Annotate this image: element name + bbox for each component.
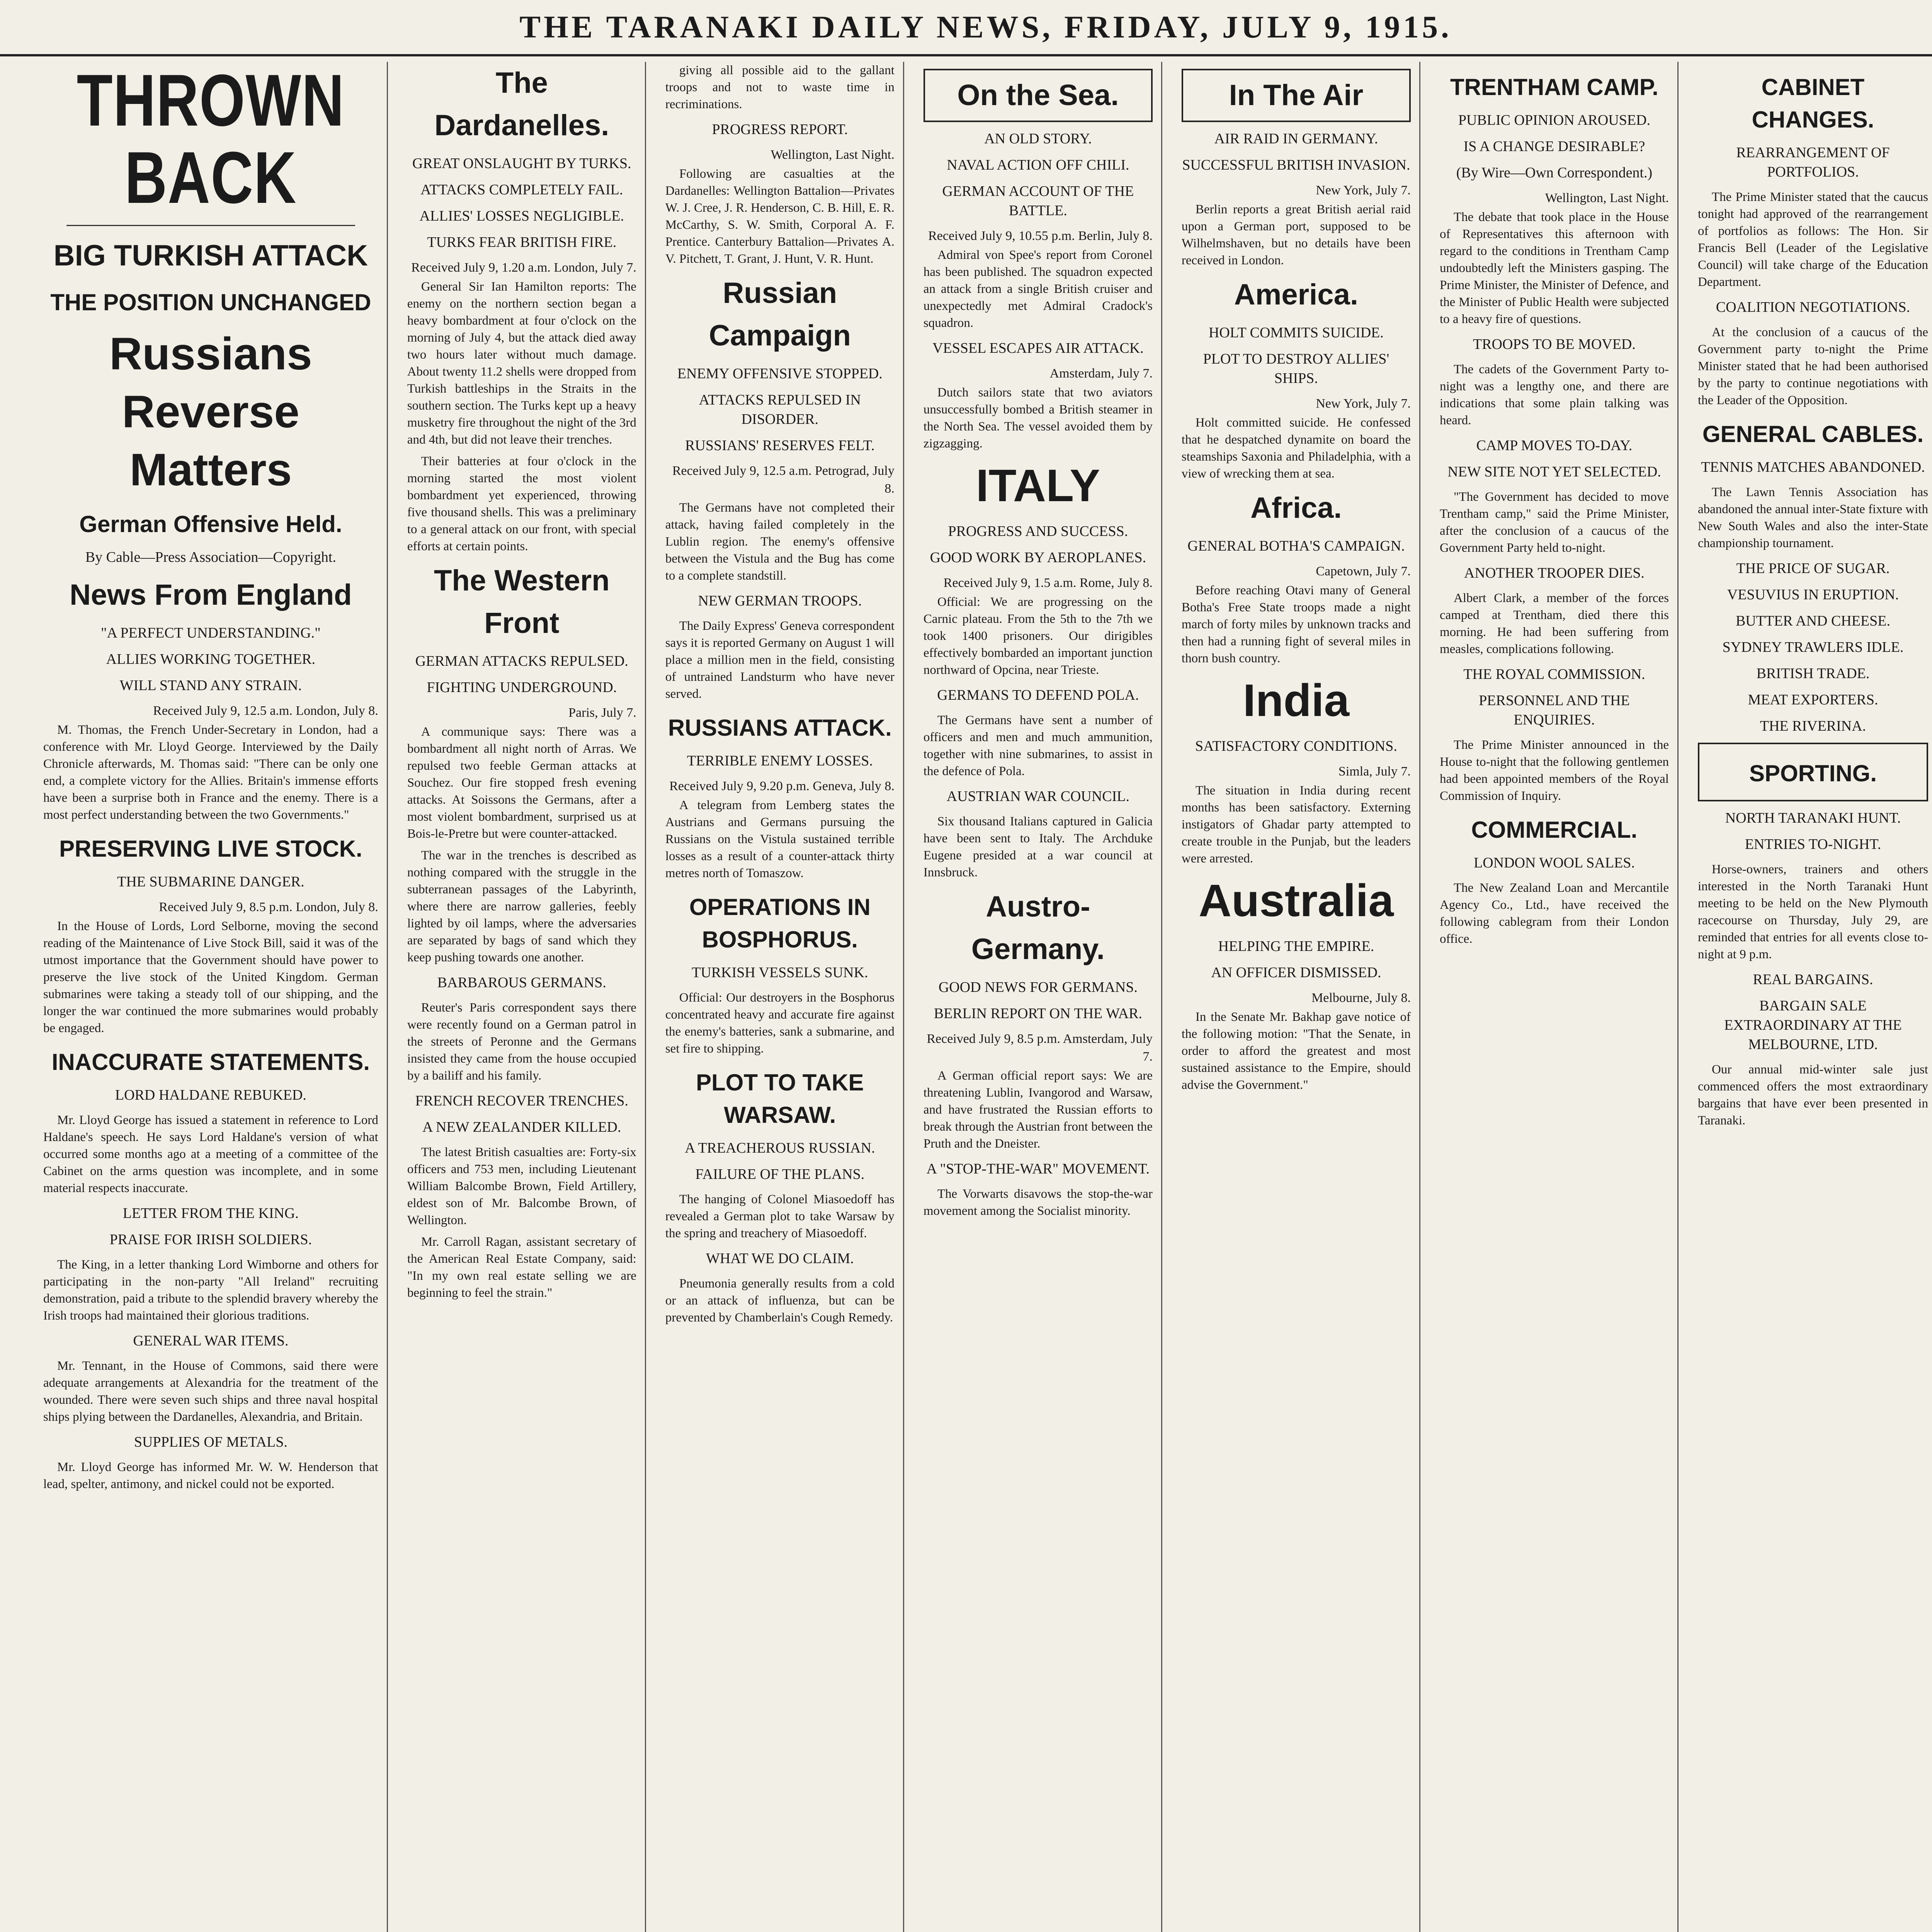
subhead: NAVAL ACTION OFF CHILI. (947, 157, 1129, 173)
article-paragraph: In the Senate Mr. Bakhap gave notice of the following motion: "That the Senate, in order to afford the greatest and most sustained assistance to the Empire, should advise the Government." (1181, 1010, 1411, 1092)
dateline: Paris, July 7. (568, 706, 636, 720)
article-paragraph: The war in the trenches is described as nothing compared with the struggle in the subterranean passages of the Labyrinth, where there are narrow galleries, feebly lighted by oil lamps, where the adversaries are separated by bags of sand which they keep pushing towards one another. (407, 849, 636, 964)
article-paragraph: At the conclusion of a caucus of the Government party to-night the Prime Minister stated that he had been authorised by the party to continue negotiations with the Leader of the Opposition. (1697, 325, 1928, 407)
article-paragraph: Six thousand Italians captured in Galicia have been sent to Italy. The Archduke Eugene presided at a war council at Innsbruck. (923, 815, 1153, 879)
headline-commercial: COMMERCIAL. (1471, 817, 1638, 843)
article-paragraph: A telegram from Lemberg states the Austrians and Germans pursuing the Russians on the Vistula sustained terrible losses as a result of a counter-attack thirty metres north of Tomaszow. (665, 798, 895, 880)
article-paragraph: Our annual mid-winter sale just commenced offers the most extraordinary bargains that have ever been presented in Taranaki. (1697, 1063, 1928, 1128)
headline-plot-warsaw: PLOT TO TAKE WARSAW. (696, 1070, 864, 1128)
headline-dardanelles: The Dardanelles. (434, 66, 609, 142)
subhead: ENEMY OFFENSIVE STOPPED. (677, 366, 883, 382)
section-box (923, 69, 1153, 122)
subhead: GERMAN ATTACKS REPULSED. (415, 653, 628, 669)
subhead: BARGAIN SALE EXTRAORDINARY AT THE MELBOURNE, LTD. (1724, 998, 1902, 1053)
section-box (1698, 743, 1928, 801)
article-paragraph: giving all possible aid to the gallant troops and not to waste time in recriminations. (665, 63, 895, 111)
subhead: PERSONNEL AND THE ENQUIRIES. (1479, 692, 1630, 728)
article-paragraph: Mr. Tennant, in the House of Commons, said there were adequate arrangements at Alexandria for the treatment of the wounded. There were seven such ships and three naval hospital ships plying between the Dardanelles, Alexandria, and Britain. (43, 1359, 378, 1424)
subhead: THE RIVERINA. (1760, 718, 1866, 734)
subhead: GOOD WORK BY AEROPLANES. (930, 549, 1146, 566)
subhead: CAMP MOVES TO-DAY. (1476, 437, 1633, 454)
subhead: AN OLD STORY. (984, 131, 1092, 147)
article-paragraph: Reuter's Paris correspondent says there were recently found on a German patrol in the streets of Peronne and the Germans insisted they came from the house occupied by a bailiff and his family. (407, 1001, 636, 1083)
subhead: VESUVIUS IN ERUPTION. (1727, 587, 1899, 603)
subhead: REARRANGEMENT OF PORTFOLIOS. (1736, 145, 1890, 180)
subhead: TURKS FEAR BRITISH FIRE. (427, 234, 617, 250)
subhead: THE SUBMARINE DANGER. (117, 874, 304, 890)
article-paragraph: The situation in India during recent months has been satisfactory. Externing instigators of Ghadar party attempted to create trouble in the Punjab, but the leaders were arrested. (1181, 784, 1411, 866)
dateline: New York, July 7. (1316, 396, 1411, 411)
article-paragraph: Mr. Lloyd George has informed Mr. W. W. Henderson that lead, spelter, antimony, and nickel could not be exported. (43, 1460, 378, 1491)
article-paragraph: The debate that took place in the House of Representatives this afternoon with regard to the conditions in Trentham Camp undoubtedly left the Ministers gasping. The Prime Minister, the Minister of Defence, and the Minister of Public Health were subjected to a heavy fire of questions. (1439, 210, 1669, 326)
subhead: A "STOP-THE-WAR" MOVEMENT. (926, 1161, 1150, 1177)
subhead: VESSEL ESCAPES AIR ATTACK. (932, 340, 1144, 356)
subhead: TURKISH VESSELS SUNK. (692, 964, 868, 981)
column-6 (1431, 62, 1679, 1932)
article-paragraph: The Prime Minister stated that the caucus tonight had approved of the rearrangement of portfolios as follows: The Hon. Sir Francis Bell (Leader of the Legislative Council) will take charge of the Education Department. (1697, 190, 1928, 289)
subhead: GENERAL WAR ITEMS. (133, 1333, 289, 1349)
column-5 (1173, 62, 1420, 1932)
subhead: SYDNEY TRAWLERS IDLE. (1722, 639, 1904, 655)
divider (66, 225, 355, 226)
dateline: Amsterdam, July 7. (1049, 366, 1153, 381)
headline-live-stock: PRESERVING LIVE STOCK. (59, 836, 362, 862)
subhead: AN OFFICER DISMISSED. (1211, 964, 1381, 981)
subhead: NEW GERMAN TROOPS. (698, 593, 862, 609)
article-paragraph: The Daily Express' Geneva correspondent says it is reported Germany on August 1 will place a million men in the field, consisting of untrained Landsturm who have never served. (665, 619, 895, 701)
article-paragraph: M. Thomas, the French Under-Secretary in London, had a conference with Mr. Lloyd George. Interviewed by the Daily Chronicle afterwards, M. Thomas said: "There can be only one end, a complete victory for the Allies. Britain's immense efforts have been a surprise both in France and the enemy. There is a most perfect understanding between the two Governments." (43, 723, 378, 822)
article-paragraph: The Prime Minister announced in the House to-night that the following gentlemen had been appointed members of the Royal Commission of Inquiry. (1439, 738, 1669, 803)
article-paragraph: The cadets of the Government Party to-night was a lengthy one, and there are indications that some plain talking was heard. (1439, 362, 1669, 427)
article-paragraph: Mr. Carroll Ragan, assistant secretary of the American Real Estate Company, said: "In my own real estate selling we are beginning to feel the strain." (407, 1235, 636, 1300)
headline-german-offensive-held: German Offensive Held. (79, 511, 342, 537)
article-paragraph: Mr. Lloyd George has issued a statement in reference to Lord Haldane's speech. He says Lord Haldane's version of what occurred some months ago at a meeting of a committee of the Cabinet on the arms question was incomplete, and in some material respects inaccurate. (43, 1113, 378, 1195)
headline-on-the-sea: On the Sea. (957, 79, 1119, 112)
subhead: WHAT WE DO CLAIM. (706, 1250, 854, 1267)
article-paragraph: The Germans have sent a number of officers and men and much ammunition, together with nine submarines, to assist in the defence of Pola. (923, 713, 1153, 778)
subhead: ATTACKS COMPLETELY FAIL. (420, 182, 623, 198)
subhead: GENERAL BOTHA'S CAMPAIGN. (1187, 538, 1405, 554)
article-paragraph: Horse-owners, trainers and others interested in the North Taranaki Hunt meeting to be held on the New Plymouth racecourse on Thursday, July 29, are reminded that entries for all events close to-night at 9 p.m. (1697, 862, 1928, 961)
article-paragraph: Admiral von Spee's report from Coronel has been published. The squadron expected an attack from a single British cruiser and unexpectedly met Admiral Cradock's squadron. (923, 248, 1153, 330)
subhead: PROGRESS REPORT. (712, 121, 848, 138)
article-paragraph: The Germans have not completed their attack, having failed completely in the Lublin region. The enemy's offensive between the Vistula and the Bug has come to a complete standstill. (665, 501, 895, 583)
subhead: A TREACHEROUS RUSSIAN. (685, 1140, 875, 1156)
column-2 (399, 62, 646, 1932)
article-paragraph: "The Government has decided to move Trentham camp," said the Prime Minister, after the conclusion of a caucus of the Government Party held to-night. (1439, 490, 1669, 555)
subhead: THE PRICE OF SUGAR. (1736, 560, 1890, 577)
section-box (1182, 69, 1411, 122)
headline-western-front: The Western Front (434, 564, 610, 639)
subhead: GREAT ONSLAUGHT BY TURKS. (412, 155, 631, 172)
dateline: Received July 9, 8.5 p.m. London, July 8. (159, 900, 378, 914)
article-paragraph: Following are casualties at the Dardanelles: Wellington Battalion—Privates W. J. Cree, J. R. Henderson, C. B. Hill, E. R. McCarthy, S. W. Smith, Corporal A. F. Prentice. Canterbury Battalion—Privates A. V. Pitchett, T. Grant, J. Hunt, V. R. Hunt. (665, 167, 895, 266)
subhead: PLOT TO DESTROY ALLIES' SHIPS. (1203, 351, 1389, 386)
subhead: BRITISH TRADE. (1756, 665, 1870, 682)
subhead: GERMAN ACCOUNT OF THE BATTLE. (942, 183, 1134, 219)
subhead: ENTRIES TO-NIGHT. (1745, 836, 1881, 852)
headline-india: India (1243, 675, 1350, 726)
subhead: ALLIES WORKING TOGETHER. (106, 651, 316, 667)
headline-cabinet-changes: CABINET CHANGES. (1752, 74, 1874, 133)
subhead: AUSTRIAN WAR COUNCIL. (946, 788, 1130, 804)
dateline: Received July 9, 8.5 p.m. Amsterdam, July 7. (927, 1032, 1153, 1064)
article-paragraph: Official: Our destroyers in the Bosphorus concentrated heavy and accurate fire against the enemy's batteries, sank a submarine, and set fire to shipping. (665, 991, 895, 1056)
subhead: PRAISE FOR IRISH SOLDIERS. (109, 1231, 312, 1248)
article-paragraph: Albert Clark, a member of the forces camped at Trentham, died there this morning. He had been suffering from measles, complications following. (1439, 591, 1669, 656)
subhead: BARBAROUS GERMANS. (437, 975, 606, 991)
subhead: ATTACKS REPULSED IN DISORDER. (699, 392, 861, 427)
article-paragraph: Holt committed suicide. He confessed that he despatched dynamite on board the steamships Saxonia and Philadelphia, with a view of wrecking them at sea. (1181, 416, 1411, 481)
article-paragraph: A German official report says: We are threatening Lublin, Ivangorod and Warsaw, and have frustrated the Russian efforts to break through the Austrian front between the Pruth and the Dneister. (923, 1069, 1153, 1151)
headline-russian-campaign: Russian Campaign (709, 277, 851, 352)
dateline: Received July 9, 1.5 a.m. Rome, July 8. (943, 576, 1153, 590)
article-paragraph: General Sir Ian Hamilton reports: The enemy on the northern section began a heavy bombardment at four o'clock on the morning of July 4, but the attack died away two hours later without much damage. About twenty 11.2 shells were dropped from Turkish battleships in the Straits in the southern section. The Turks kept up a heavy musketry fire throughout the night of the 3rd and 4th, but did not leave their trenches. (407, 280, 636, 447)
subhead: IS A CHANGE DESIRABLE? (1463, 138, 1645, 155)
headline-america: America. (1234, 278, 1358, 311)
subhead: NORTH TARANAKI HUNT. (1725, 810, 1901, 826)
headline-in-the-air: In The Air (1229, 79, 1364, 112)
article-paragraph: In the House of Lords, Lord Selborne, moving the second reading of the Maintenance of Live Stock Bill, said it was of the utmost importance that the Government should have power to preserve the live stock of the United Kingdom. German submarines were taking a steady toll of our shipping, and the longer the war continued the more submarines would probably be engaged. (43, 919, 378, 1035)
subhead: GERMANS TO DEFEND POLA. (937, 687, 1139, 703)
dateline: Received July 9, 12.5 a.m. London, July 8. (153, 704, 378, 718)
subhead: ALLIES' LOSSES NEGLIGIBLE. (419, 208, 624, 224)
subhead: AIR RAID IN GERMANY. (1214, 131, 1378, 147)
column-3 (657, 62, 904, 1932)
headline-inaccurate: INACCURATE STATEMENTS. (51, 1049, 370, 1075)
headline-australia: Australia (1198, 875, 1394, 926)
article-paragraph: Their batteries at four o'clock in the morning started the most violent bombardment yet experienced, throwing five thousand shells. This was a preliminary to a general attack on our front, with special efforts at certain points. (407, 454, 636, 553)
subhead: NEW SITE NOT YET SELECTED. (1447, 464, 1661, 480)
headline-trentham-camp: TRENTHAM CAMP. (1450, 74, 1658, 100)
subhead: FRENCH RECOVER TRENCHES. (415, 1093, 629, 1109)
article-paragraph: The Lawn Tennis Association has abandoned the annual inter-State fixture with New South Wales and also the inter-State championship tournament. (1697, 485, 1928, 550)
subhead: HOLT COMMITS SUICIDE. (1208, 325, 1384, 341)
dateline: New York, July 7. (1316, 183, 1411, 197)
article-paragraph: Before reaching Otavi many of General Botha's Free State troops made a night march of forty miles by unknown tracks and then had a running fight of several miles in thorn bush country. (1181, 583, 1411, 665)
dateline: Received July 9, 1.20 a.m. London, July 7. (411, 260, 636, 275)
article-paragraph: A communique says: There was a bombardment all night north of Arras. We repulsed two feeble German attacks at Souchez. Our fire stopped fresh evening attacks. At Soissons the Germans, after a most violent bombardment, surprised us at Bois-le-Pretre but were counter-attacked. (407, 725, 636, 841)
subhead: PUBLIC OPINION AROUSED. (1458, 112, 1651, 128)
subhead: TENNIS MATCHES ABANDONED. (1701, 459, 1925, 475)
headline-big-turkish-attack: BIG TURKISH ATTACK (53, 239, 368, 272)
subhead: HELPING THE EMPIRE. (1218, 938, 1374, 954)
article-paragraph: The latest British casualties are: Forty-six officers and 753 men, including Lieutenant William Balcombe Brown, Field Artillery, eldest son of Mr. Balcombe Brown, of Wellington. (407, 1145, 636, 1227)
subhead: SUCCESSFUL BRITISH INVASION. (1182, 157, 1410, 173)
article-paragraph: The hanging of Colonel Miasoedoff has revealed a German plot to take Warsaw by the spring and treachery of Miasoedoff. (665, 1192, 895, 1240)
subhead: FAILURE OF THE PLANS. (695, 1166, 865, 1182)
dateline: Simla, July 7. (1338, 764, 1411, 779)
dateline: Wellington, Last Night. (770, 148, 895, 162)
subhead: "A PERFECT UNDERSTANDING." (100, 625, 321, 641)
dateline: Melbourne, July 8. (1311, 991, 1411, 1005)
subhead: FIGHTING UNDERGROUND. (427, 679, 617, 696)
headline-russians-attack: RUSSIANS ATTACK. (668, 715, 892, 741)
headline-sporting: SPORTING. (1749, 760, 1877, 786)
subhead: (By Wire—Own Correspondent.) (1456, 165, 1653, 181)
credit-line: By Cable—Press Association—Copyright. (85, 549, 336, 565)
article-paragraph: Pneumonia generally results from a cold or an attack of influenza, but can be prevented by Chamberlain's Cough Remedy. (665, 1277, 895, 1325)
article-paragraph: The King, in a letter thanking Lord Wimborne and others for participating in the non-party "All Ireland" recruiting demonstration, paid a tribute to the splendid bravery whereby the Irish troops had maintained their glorious traditions. (43, 1258, 378, 1323)
column-4 (915, 62, 1162, 1932)
subhead: TROOPS TO BE MOVED. (1473, 336, 1636, 352)
article-paragraph: The Vorwarts disavows the stop-the-war movement among the Socialist minority. (923, 1187, 1153, 1218)
headline-italy: ITALY (976, 460, 1100, 511)
headline-thrown-back: THROWN BACK (77, 60, 345, 219)
subhead: LETTER FROM THE KING. (122, 1205, 299, 1221)
dateline: Received July 9, 10.55 p.m. Berlin, July 8. (928, 229, 1153, 243)
dateline: Received July 9, 12.5 a.m. Petrograd, July 8. (672, 464, 895, 496)
subhead: WILL STAND ANY STRAIN. (119, 677, 302, 694)
masthead: THE TARANAKI DAILY NEWS, FRIDAY, JULY 9, 1915. (0, 0, 1932, 56)
article-paragraph: Official: We are progressing on the Carnic plateau. From the 5th to the 7th we took 1400 prisoners. Our dirigibles effectively bombarded an important junction northward of Opcina, near Trieste. (923, 595, 1153, 677)
column-1 (35, 62, 388, 1932)
subhead: BUTTER AND CHEESE. (1735, 613, 1890, 629)
subhead: THE ROYAL COMMISSION. (1463, 666, 1645, 682)
subhead: SUPPLIES OF METALS. (134, 1434, 287, 1450)
article-paragraph: Berlin reports a great British aerial raid upon a German port, supposed to be Wilhelmshaven, but no details have been received in London. (1181, 202, 1411, 267)
headline-general-cables: GENERAL CABLES. (1702, 421, 1924, 447)
headline-news-from-england: News From England (70, 578, 352, 611)
subhead: PROGRESS AND SUCCESS. (948, 523, 1128, 539)
dateline: Received July 9, 9.20 p.m. Geneva, July 8. (669, 779, 895, 793)
article-paragraph: The New Zealand Loan and Mercantile Agency Co., Ltd., have received the following cablegram from their London office. (1439, 881, 1669, 946)
subhead: LONDON WOOL SALES. (1473, 855, 1635, 871)
headline-position-unchanged: THE POSITION UNCHANGED (50, 289, 371, 315)
subhead: ANOTHER TROOPER DIES. (1464, 565, 1645, 581)
subhead: MEAT EXPORTERS. (1748, 692, 1878, 708)
headline-africa: Africa. (1250, 492, 1342, 524)
columns (35, 62, 1932, 1932)
subhead: RUSSIANS' RESERVES FELT. (685, 437, 875, 454)
column-7 (1689, 62, 1932, 1932)
subhead: COALITION NEGOTIATIONS. (1716, 299, 1910, 315)
headline-austro-germany: Austro-Germany. (971, 890, 1105, 966)
subhead: A NEW ZEALANDER KILLED. (422, 1119, 621, 1135)
subhead: SATISFACTORY CONDITIONS. (1195, 738, 1397, 754)
headline-russians-reverse: Russians Reverse Matters (109, 328, 312, 495)
subhead: LORD HALDANE REBUKED. (115, 1087, 306, 1103)
dateline: Wellington, Last Night. (1545, 191, 1669, 205)
subhead: GOOD NEWS FOR GERMANS. (938, 979, 1138, 995)
article-paragraph: Dutch sailors state that two aviators unsuccessfully bombed a British steamer in the North Sea. The vessel avoided them by zigzagging. (923, 386, 1153, 451)
subhead: TERRIBLE ENEMY LOSSES. (687, 753, 873, 769)
dateline: Capetown, July 7. (1316, 564, 1411, 578)
subhead: REAL BARGAINS. (1753, 971, 1873, 988)
subhead: BERLIN REPORT ON THE WAR. (934, 1005, 1143, 1022)
headline-bosphorus: OPERATIONS IN BOSPHORUS. (689, 894, 871, 952)
